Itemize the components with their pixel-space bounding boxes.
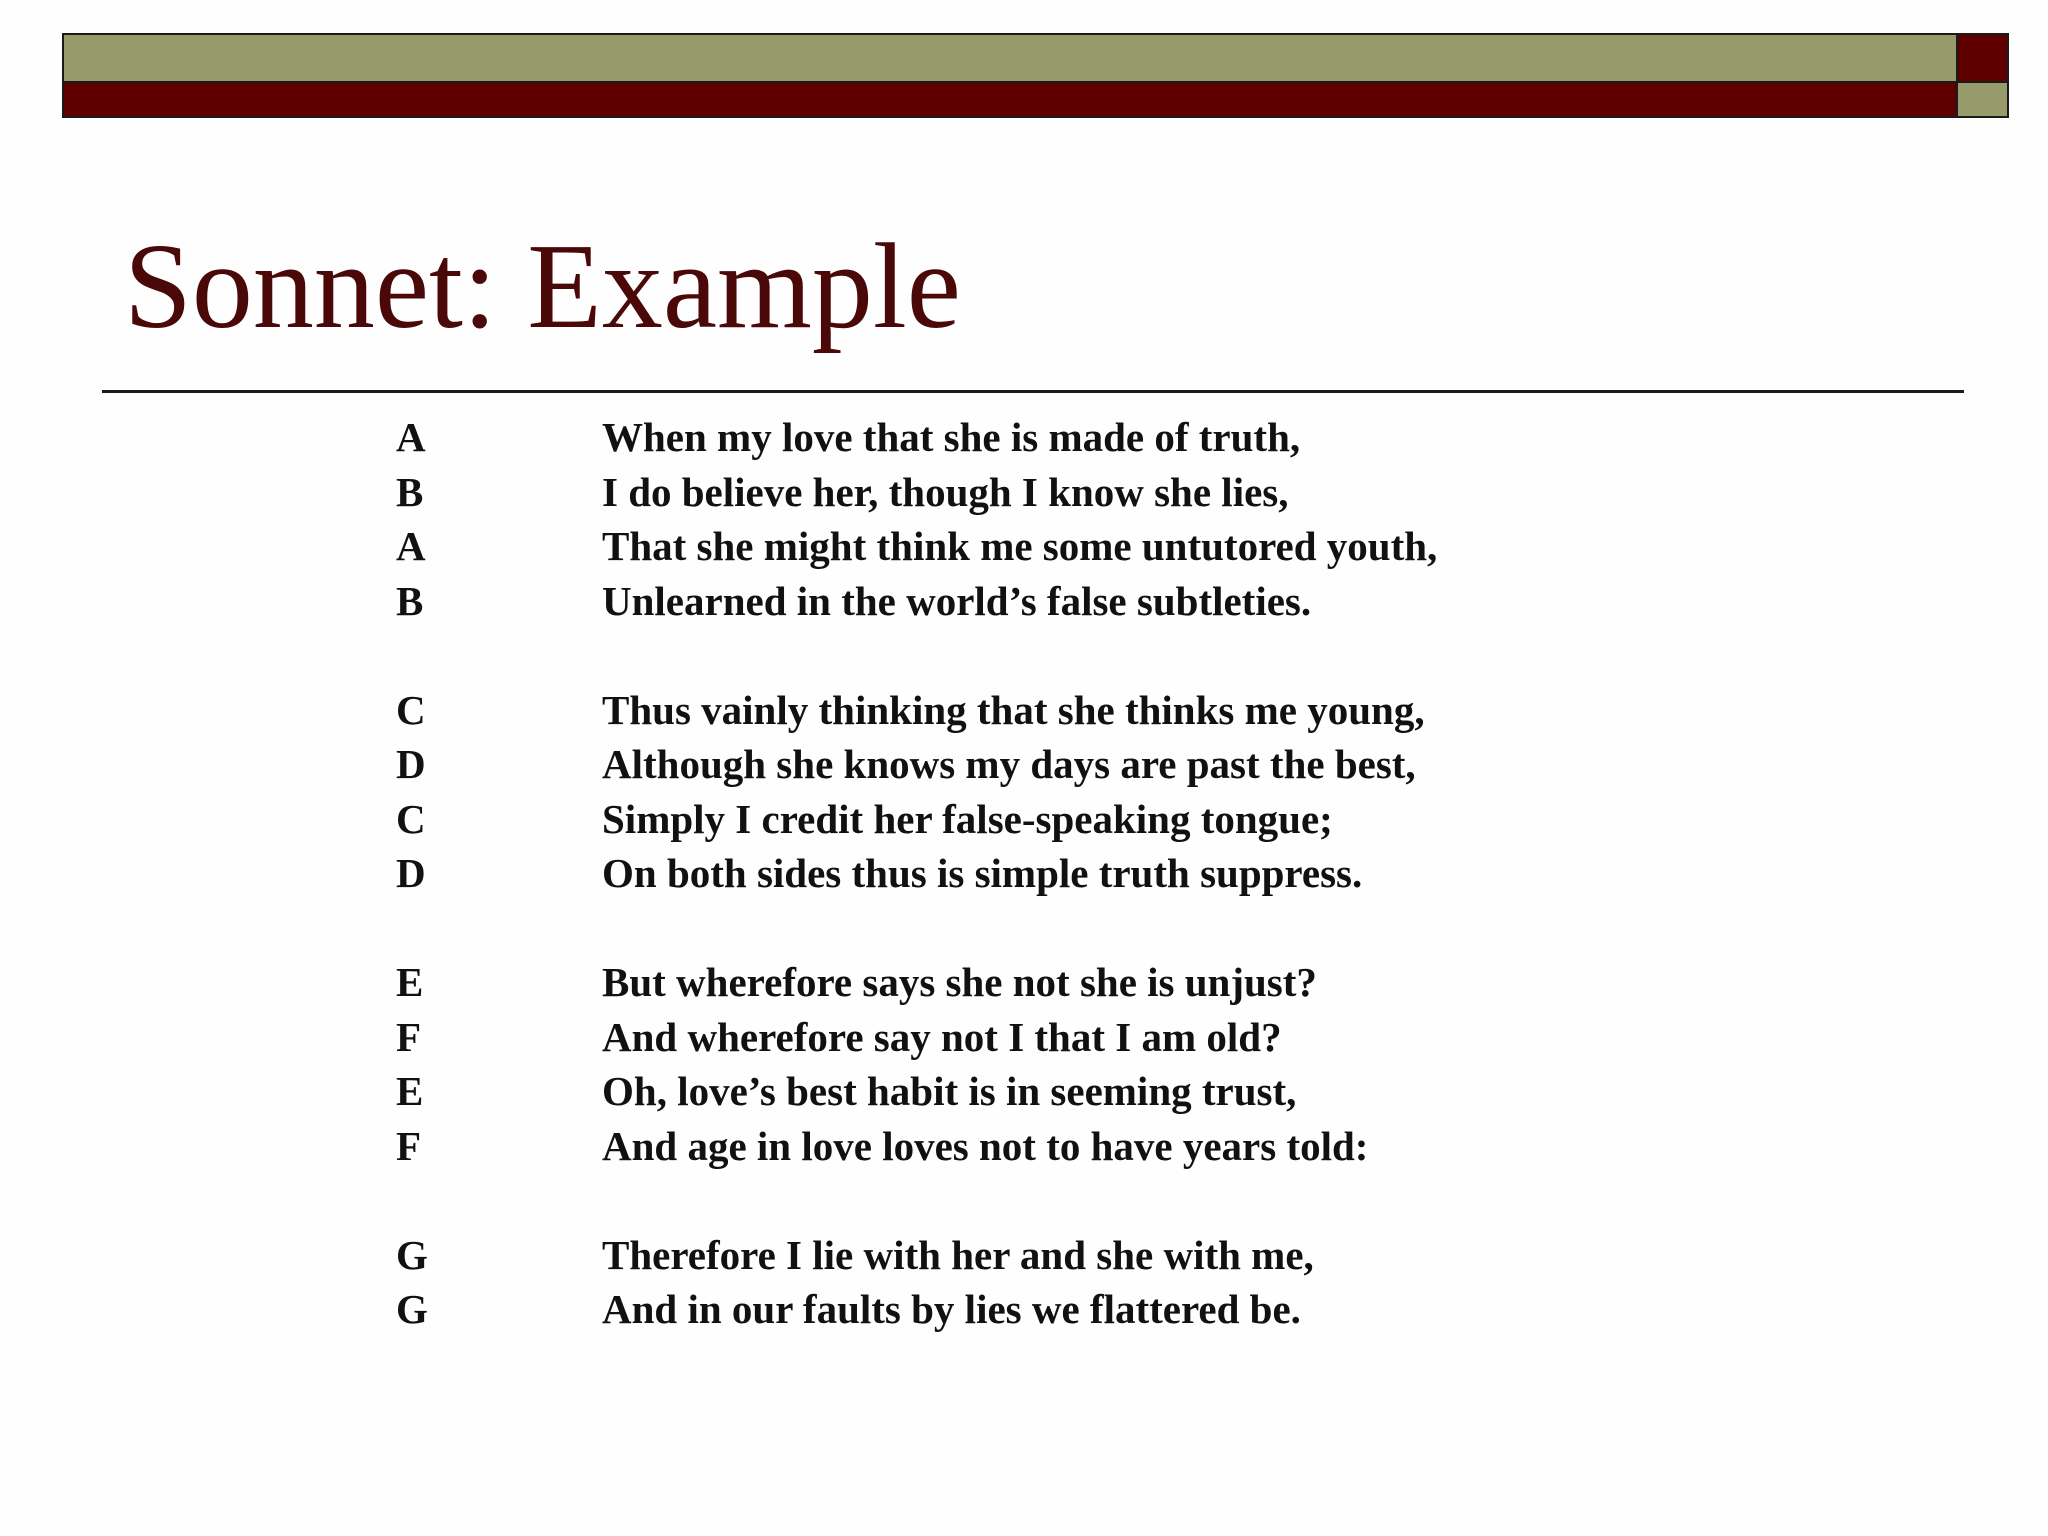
verse-text: On both sides thus is simple truth suppress.	[602, 850, 1363, 896]
verse-text: And in our faults by lies we flattered be.	[602, 1286, 1301, 1332]
stanza-2	[396, 683, 1596, 901]
poem-line	[396, 1119, 1596, 1174]
poem-line	[396, 737, 1596, 792]
rhyme-letter: F	[396, 1013, 422, 1060]
rhyme-letter: G	[396, 1286, 428, 1332]
poem-line	[396, 1010, 1596, 1065]
poem-line	[396, 792, 1596, 847]
verse-text: Thus vainly thinking that she thinks me young,	[602, 686, 1425, 733]
rhyme-letter: B	[396, 577, 424, 624]
poem-line	[396, 683, 1596, 738]
verse-text: Unlearned in the world’s false subtleties.	[602, 577, 1312, 624]
verse-text: When my love that she is made of truth,	[602, 414, 1301, 460]
poem-line	[396, 1228, 1596, 1283]
title-divider	[102, 390, 1964, 393]
header-bar-olive	[62, 33, 1958, 83]
rhyme-letter: A	[396, 414, 426, 460]
rhyme-letter: C	[396, 686, 426, 733]
verse-text: Oh, love’s best habit is in seeming trust,	[602, 1068, 1297, 1114]
header-corner-maroon	[1956, 33, 2009, 83]
slide-title: Sonnet: Example	[124, 219, 961, 354]
verse-text: Therefore I lie with her and she with me,	[602, 1231, 1314, 1278]
poem-line	[396, 519, 1596, 574]
rhyme-letter: E	[396, 1068, 424, 1114]
verse-text: Simply I credit her false-speaking tongue;	[602, 795, 1333, 842]
sonnet-body	[396, 410, 1596, 1391]
stanza-3	[396, 955, 1596, 1173]
rhyme-letter: E	[396, 959, 424, 1005]
poem-line	[396, 410, 1596, 465]
rhyme-letter: A	[396, 523, 426, 569]
poem-line	[396, 1064, 1596, 1119]
header-corner-olive	[1956, 83, 2009, 118]
rhyme-letter: D	[396, 741, 426, 787]
header-bar-maroon	[62, 83, 1958, 118]
poem-line	[396, 846, 1596, 901]
poem-line	[396, 955, 1596, 1010]
rhyme-letter: B	[396, 468, 424, 515]
verse-text: That she might think me some untutored youth,	[602, 523, 1438, 569]
verse-text: And age in love loves not to have years told:	[602, 1122, 1369, 1169]
rhyme-letter: C	[396, 795, 426, 842]
verse-text: I do believe her, though I know she lies,	[602, 468, 1289, 515]
verse-text: And wherefore say not I that I am old?	[602, 1013, 1282, 1060]
verse-text: Although she knows my days are past the best,	[602, 741, 1416, 787]
stanza-1	[396, 410, 1596, 628]
rhyme-letter: G	[396, 1231, 428, 1278]
poem-line	[396, 465, 1596, 520]
verse-text: But wherefore says she not she is unjust?	[602, 959, 1317, 1005]
poem-line	[396, 1282, 1596, 1337]
rhyme-letter: F	[396, 1122, 422, 1169]
stanza-4	[396, 1228, 1596, 1337]
rhyme-letter: D	[396, 850, 426, 896]
poem-line	[396, 574, 1596, 629]
